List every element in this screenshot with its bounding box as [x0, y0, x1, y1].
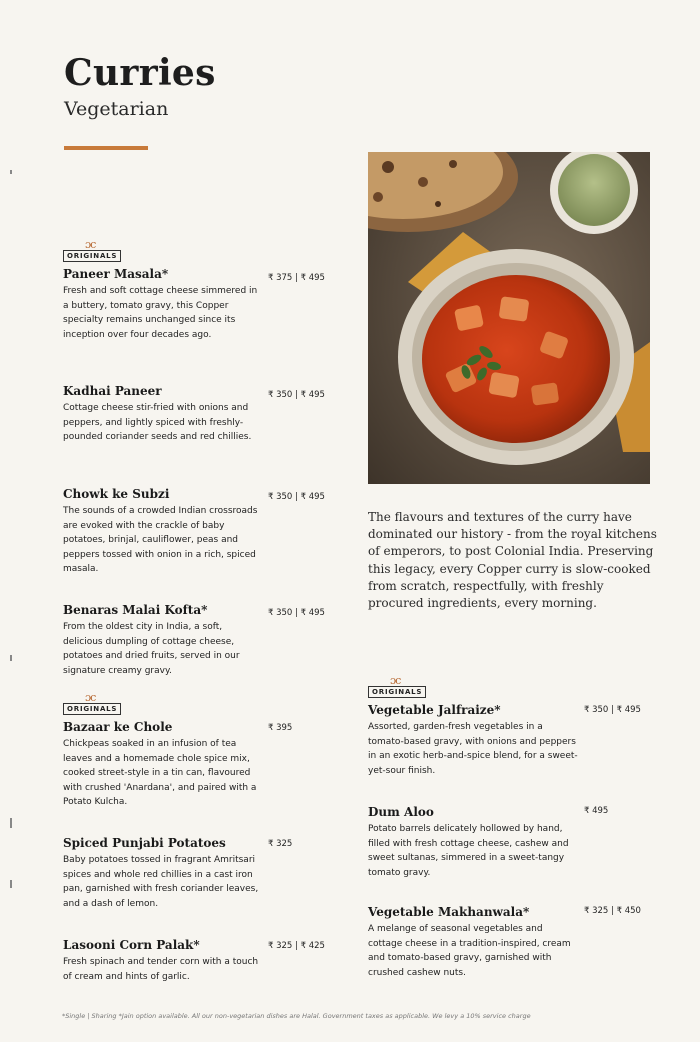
dish-bazaar-ke-chole — [63, 720, 263, 810]
dish-name: Kadhai Paneer — [63, 384, 162, 398]
dish-price: ₹ 375 | ₹ 495 — [268, 273, 325, 283]
originals-badge — [63, 240, 121, 262]
dish-price: ₹ 325 | ₹ 450 — [584, 906, 641, 916]
page-subtitle: Vegetarian — [64, 98, 169, 120]
dish-name: Lasooni Corn Palak* — [63, 938, 200, 952]
dish-description: Chickpeas soaked in an infusion of tea leaves and a homemade chole spice mix, cooked street-style in a tin can, flavoured with crushed 'Anardana', and paired with a Potato Kulcha. — [63, 739, 257, 808]
dish-description: The sounds of a crowded Indian crossroads are evoked with the crackle of baby potatoes, brinjal, cauliflower, peas and peppers tossed with onion in a rich, spiced masala. — [63, 506, 258, 575]
copper-logo-icon: ɔc — [85, 238, 96, 251]
dish-description: Assorted, garden-fresh vegetables in a tomato-based gravy, with onions and peppers in an exotic herb-and-spice blend, for a sweet-yet-sour finish. — [368, 722, 578, 776]
copper-logo-icon: ɔc — [85, 691, 96, 704]
originals-tag: ORIGINALS — [63, 703, 121, 715]
copper-logo-icon: ɔc — [390, 674, 401, 687]
dish-name: Vegetable Jalfraize* — [368, 703, 501, 717]
dish-name: Dum Aloo — [368, 805, 434, 819]
originals-badge — [368, 676, 426, 698]
dish-price: ₹ 325 | ₹ 425 — [268, 941, 325, 951]
dish-name: Chowk ke Subzi — [63, 487, 170, 501]
dish-vegetable-makhanwala — [368, 905, 578, 980]
dish-lasooni-corn-palak — [63, 938, 263, 984]
dish-kadhai-paneer — [63, 384, 263, 445]
curry-intro-text: The flavours and textures of the curry have dominated our history - from the royal kitchens of emperors, to post Colonial India. Preserving this legacy, every Copper curry is slow-cooked from scratch, respectfully, with freshly procured ingredients, every morning. — [368, 510, 657, 611]
curry-bowl-image — [368, 152, 650, 484]
dish-benaras-malai-kofta — [63, 603, 263, 678]
dish-price: ₹ 350 | ₹ 495 — [268, 492, 325, 502]
page-edge-mark — [10, 170, 12, 174]
accent-divider — [64, 146, 148, 150]
page-edge-mark — [10, 818, 12, 828]
originals-badge — [63, 693, 121, 715]
footnote: *Single | Sharing *Jain option available. All our non-vegetarian dishes are Halal. Government taxes as applicable. We levy a 10% service charge — [62, 1012, 531, 1020]
dish-price: ₹ 350 | ₹ 495 — [268, 390, 325, 400]
dish-vegetable-jalfraize — [368, 703, 578, 778]
dish-name: Paneer Masala* — [63, 267, 169, 281]
dish-price: ₹ 395 — [268, 723, 293, 733]
dish-paneer-masala — [63, 267, 263, 342]
dish-spiced-punjabi-potatoes — [63, 836, 263, 911]
originals-tag: ORIGINALS — [63, 250, 121, 262]
dish-dum-aloo — [368, 805, 578, 880]
page-edge-mark — [10, 880, 12, 888]
page-title: Curries — [64, 52, 216, 94]
dish-description: Fresh and soft cottage cheese simmered in a buttery, tomato gravy, this Copper specialty remains unchanged since its inception over four decades ago. — [63, 286, 258, 340]
originals-tag: ORIGINALS — [368, 686, 426, 698]
dish-price: ₹ 350 | ₹ 495 — [268, 608, 325, 618]
dish-description: Baby potatoes tossed in fragrant Amritsari spices and whole red chillies in a cast iron pan, garnished with fresh coriander leaves, and a dash of lemon. — [63, 855, 259, 909]
page-edge-mark — [10, 655, 12, 661]
dish-name: Vegetable Makhanwala* — [368, 905, 530, 919]
dish-description: From the oldest city in India, a soft, delicious dumpling of cottage cheese, potatoes and dried fruits, served in our signature creamy gravy. — [63, 622, 240, 676]
dish-name: Bazaar ke Chole — [63, 720, 173, 734]
dish-price: ₹ 350 | ₹ 495 — [584, 705, 641, 715]
dish-price: ₹ 495 — [584, 806, 609, 816]
dish-description: Cottage cheese stir-fried with onions and peppers, and lightly spiced with freshly-pounded coriander seeds and red chillies. — [63, 403, 252, 443]
dish-description: Potato barrels delicately hollowed by hand, filled with fresh cottage cheese, cashew and sweet sultanas, simmered in a sweet-tangy tomato gravy. — [368, 824, 569, 878]
dish-price: ₹ 325 — [268, 839, 293, 849]
dish-name: Spiced Punjabi Potatoes — [63, 836, 226, 850]
curry-photo — [368, 152, 650, 484]
dish-description: Fresh spinach and tender corn with a touch of cream and hints of garlic. — [63, 957, 259, 982]
dish-description: A melange of seasonal vegetables and cottage cheese in a tradition-inspired, cream and tomato-based gravy, garnished with crushed cashew nuts. — [368, 924, 571, 978]
dish-name: Benaras Malai Kofta* — [63, 603, 208, 617]
dish-chowk-ke-subzi — [63, 487, 263, 577]
